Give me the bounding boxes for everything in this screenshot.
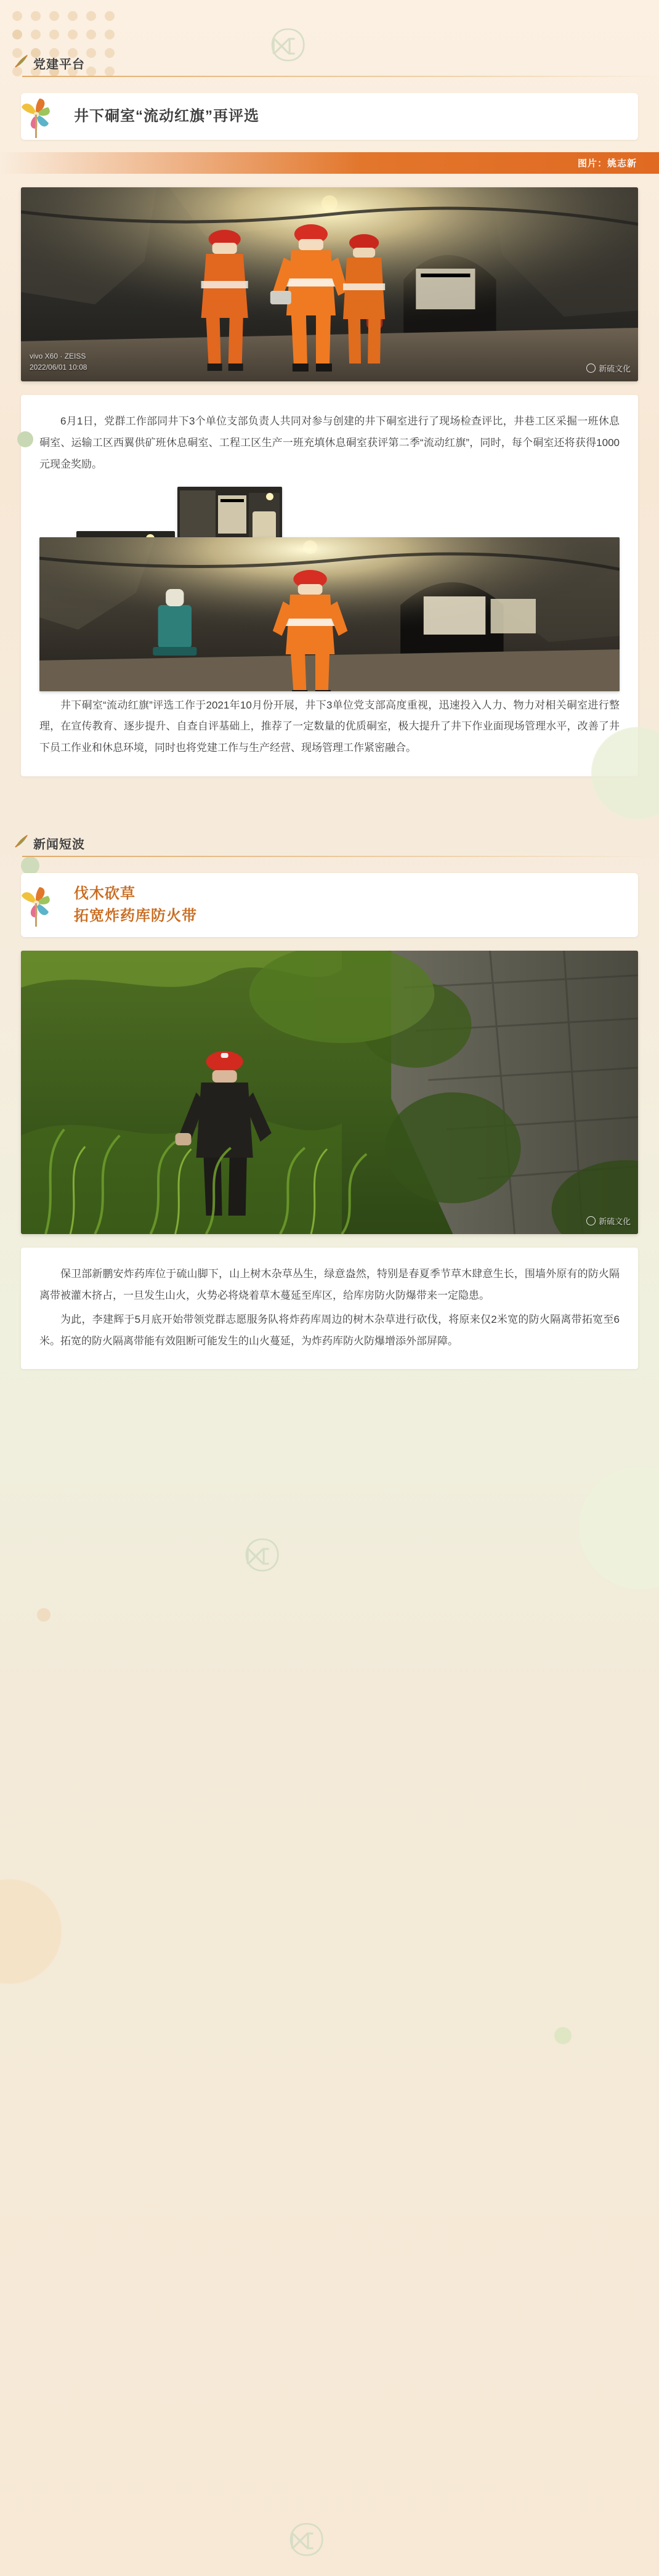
section-header-party-building <box>0 48 659 77</box>
photo-watermark: 新硫文化 <box>586 362 631 374</box>
inline-photo-group <box>39 487 620 690</box>
photo-device-info: vivo X60 · ZEISS 2022/06/01 10:08 <box>30 352 87 372</box>
decorative-dot <box>17 431 33 447</box>
decorative-swirl-icon: ⟖⃝ <box>245 1534 270 1573</box>
pinwheel-icon <box>12 92 60 140</box>
decorative-swirl-icon: ⟖⃝ <box>271 24 296 63</box>
decorative-dot <box>554 2027 572 2044</box>
decorative-dot <box>21 856 39 875</box>
decorative-dot <box>37 1608 51 1622</box>
section-title: 新闻短波 <box>33 838 85 852</box>
watermark-logo-icon <box>586 1216 596 1225</box>
section-divider <box>22 76 659 77</box>
section-divider <box>22 856 659 857</box>
decorative-blob <box>579 1466 659 1590</box>
photo-watermark: 新硫文化 <box>586 1215 631 1227</box>
mine-chamber-workers-photo <box>21 187 638 381</box>
paragraph: 为此，李建辉于5月底开始带领党群志愿服务队将炸药库周边的树木杂草进行砍伐，将原来仅2米宽的防火隔离带拓宽至6米。拓宽的防火隔离带能有效阻断可能发生的山火蔓延，为炸药库防火防爆增添外部屏障。 <box>39 1313 620 1347</box>
pinwheel-icon <box>12 881 60 929</box>
article-title-banner <box>21 93 638 140</box>
article-body-card-1 <box>21 395 638 776</box>
decorative-blob <box>0 1879 62 1984</box>
hillside-vegetation-clearing-photo <box>21 951 638 1234</box>
news-title-line-1: 伐木砍草 <box>74 885 135 903</box>
decorative-swirl-icon: ⟖⃝ <box>289 2519 315 2558</box>
news-photo-wrapper <box>21 951 638 1234</box>
paragraph: 保卫部新鹏安炸药库位于硫山脚下，山上树木杂草丛生，绿意盎然，特别是春夏季节草木肆意生长，围墙外原有的防火隔离带被灌木挤占，一旦发生山火，火势必将烧着草木蔓延至库区，给库房防火防爆带来一定隐患。 <box>39 1268 620 1301</box>
watermark-logo-icon <box>586 364 596 373</box>
pen-leaf-icon <box>14 833 30 849</box>
article-body-card-2 <box>21 1248 638 1369</box>
news-title-line-2: 拓宽炸药库防火带 <box>74 908 197 925</box>
photo-credit-strip: 图片：姚志新 <box>0 152 659 174</box>
pen-leaf-icon <box>14 53 30 69</box>
section-header-news-brief <box>0 828 659 857</box>
hero-photo-wrapper <box>21 187 638 381</box>
article-title: 井下硐室“流动红旗”再评选 <box>74 108 259 124</box>
mine-chamber-wide-photo <box>39 537 620 691</box>
paragraph: 6月1日，党群工作部同井下3个单位支部负责人共同对参与创建的井下硐室进行了现场检查评比，井巷工区采掘一班休息硐室、运输工区西翼供矿班休息硐室、工程工区生产一班充填休息硐室获评第二季“流动红旗”，同时，每个硐室还将获得1000元现金奖励。 <box>39 415 620 470</box>
section-title: 党建平台 <box>33 58 85 71</box>
news-title-banner <box>21 873 638 937</box>
paragraph: 井下硐室“流动红旗”评选工作于2021年10月份开展，井下3单位党支部高度重视，迅速投入人力、物力对相关硐室进行整理，在宣传教育、逐步提升、自查自评基础上，推荐了一定数量的优质硐室，极大提升了井下作业面现场管理水平，改善了井下员工作业和休息环境，同时也将党建工作与生产经营、现场管理工作紧密融合。 <box>39 699 620 754</box>
